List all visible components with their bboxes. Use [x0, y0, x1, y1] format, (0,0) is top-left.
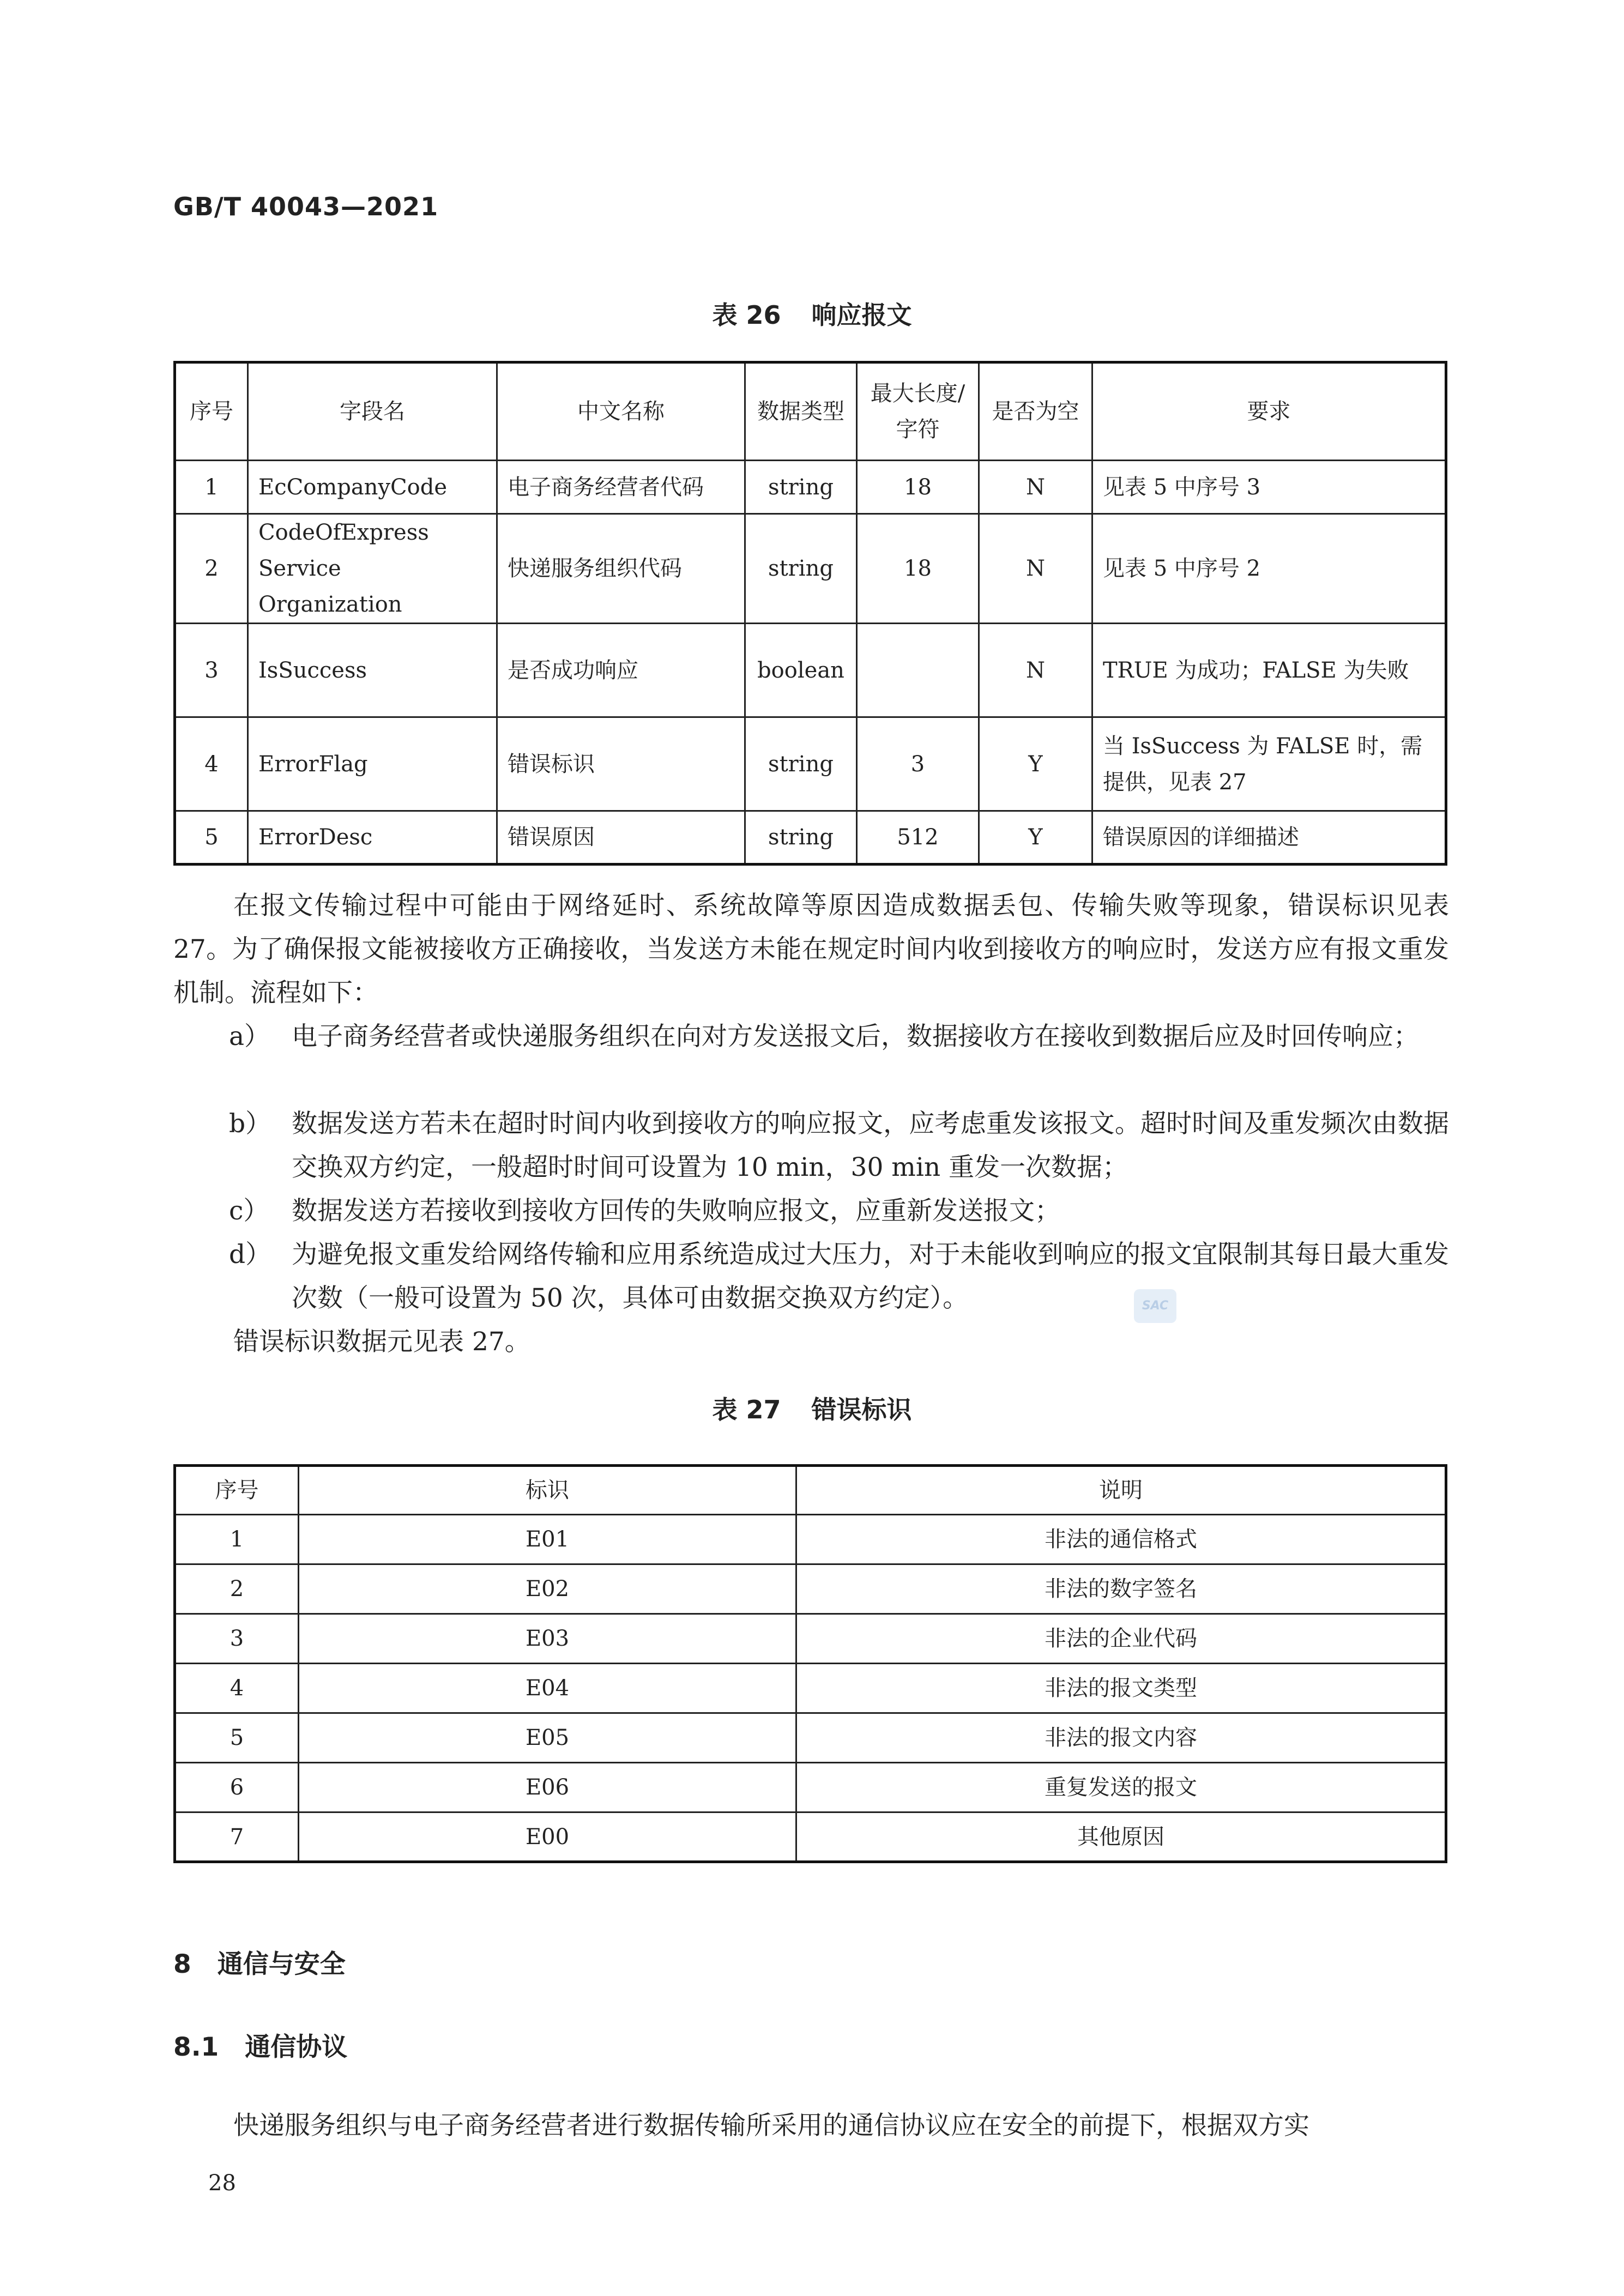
list-item	[229, 1189, 1449, 1233]
table-cell: 错误原因	[497, 811, 745, 865]
table-cell: 非法的通信格式	[796, 1515, 1446, 1564]
section-number: 8	[173, 1949, 191, 1979]
header-cell: 数据类型	[745, 362, 857, 461]
table-cell: 错误原因的详细描述	[1092, 811, 1446, 865]
list-marker: d）	[229, 1240, 271, 1270]
table-cell: 5	[175, 811, 248, 865]
header-cell: 中文名称	[497, 362, 745, 461]
table-cell: 是否成功响应	[497, 624, 745, 717]
table-cell: 512	[857, 811, 979, 865]
table-cell: N	[979, 514, 1092, 624]
table-header-row	[175, 1466, 1446, 1515]
table-cell: 4	[175, 717, 248, 811]
list-text: 数据发送方若接收到接收方回传的失败响应报文，应重新发送报文；	[292, 1196, 1060, 1226]
table-cell: 非法的数字签名	[796, 1564, 1446, 1614]
table-cell: 1	[175, 1515, 299, 1564]
table-cell: 非法的企业代码	[796, 1614, 1446, 1664]
table-cell: 重复发送的报文	[796, 1763, 1446, 1812]
table-27-caption-number: 表 27	[712, 1395, 781, 1424]
table-cell: Y	[979, 717, 1092, 811]
table-cell: 其他原因	[796, 1812, 1446, 1862]
sac-watermark-logo: SAC	[1134, 1289, 1176, 1323]
table-cell: N	[979, 461, 1092, 514]
table-cell: 错误标识	[497, 717, 745, 811]
table-cell: 2	[175, 1564, 299, 1614]
table-cell: 非法的报文类型	[796, 1664, 1446, 1713]
table-row	[175, 1812, 1446, 1862]
section-8-heading	[173, 1944, 346, 1980]
table-cell: 1	[175, 461, 248, 514]
table-cell: 电子商务经营者代码	[497, 461, 745, 514]
list-item	[229, 1102, 1449, 1189]
list-item	[229, 1233, 1449, 1320]
table-cell: Y	[979, 811, 1092, 865]
page-number: 28	[208, 2171, 236, 2196]
table-cell: ErrorDesc	[248, 811, 497, 865]
standard-code: GB/T 40043—2021	[173, 192, 439, 221]
table-cell: string	[745, 811, 857, 865]
list-item	[229, 1015, 1449, 1059]
table-27	[173, 1464, 1447, 1863]
table-row	[175, 624, 1446, 717]
table-cell: EcCompanyCode	[248, 461, 497, 514]
section-title: 通信协议	[245, 2032, 348, 2062]
table-cell: E02	[299, 1564, 796, 1614]
error-reference-paragraph: 错误标识数据元见表 27。	[233, 1327, 530, 1357]
table-cell: string	[745, 514, 857, 624]
table-row	[175, 461, 1446, 514]
table-row	[175, 717, 1446, 811]
table-26	[173, 361, 1447, 866]
table-cell: E05	[299, 1713, 796, 1763]
table-row	[175, 1564, 1446, 1614]
table-cell: E03	[299, 1614, 796, 1664]
header-cell: 说明	[796, 1466, 1446, 1515]
table-row	[175, 514, 1446, 624]
table-row	[175, 1664, 1446, 1713]
section-8-1-heading	[173, 2027, 347, 2063]
table-cell: 3	[857, 717, 979, 811]
table-cell: 非法的报文内容	[796, 1713, 1446, 1763]
table-cell: 3	[175, 624, 248, 717]
table-row	[175, 1713, 1446, 1763]
table-cell: 5	[175, 1713, 299, 1763]
table-cell: 4	[175, 1664, 299, 1713]
table-cell: 3	[175, 1614, 299, 1664]
header-cell: 标识	[299, 1466, 796, 1515]
list-marker: c）	[229, 1196, 269, 1226]
table-cell: N	[979, 624, 1092, 717]
table-cell: IsSuccess	[248, 624, 497, 717]
list-text: 为避免报文重发给网络传输和应用系统造成过大压力，对于未能收到响应的报文宜限制其每日最大重发次数（一般可设置为 50 次，具体可由数据交换双方约定）。	[292, 1240, 1449, 1313]
table-cell: 6	[175, 1763, 299, 1812]
table-26-caption-number: 表 26	[712, 300, 781, 330]
header-cell: 最大长度/字符	[857, 362, 979, 461]
list-marker: a）	[229, 1022, 270, 1052]
table-cell: 当 IsSuccess 为 FALSE 时，需提供，见表 27	[1092, 717, 1446, 811]
table-row	[175, 1763, 1446, 1812]
table-cell: ErrorFlag	[248, 717, 497, 811]
table-cell: E01	[299, 1515, 796, 1564]
header-cell: 序号	[175, 1466, 299, 1515]
table-cell: 快递服务组织代码	[497, 514, 745, 624]
table-cell: TRUE 为成功；FALSE 为失败	[1092, 624, 1446, 717]
table-header-row	[175, 362, 1446, 461]
table-cell: 见表 5 中序号 3	[1092, 461, 1446, 514]
table-cell	[857, 624, 979, 717]
table-row	[175, 1515, 1446, 1564]
table-cell: E04	[299, 1664, 796, 1713]
list-text: 电子商务经营者或快递服务组织在向对方发送报文后，数据接收方在接收到数据后应及时回传响应；	[292, 1022, 1419, 1052]
header-cell: 序号	[175, 362, 248, 461]
table-cell: 18	[857, 514, 979, 624]
table-cell: CodeOfExpress Service Organization	[248, 514, 497, 624]
intro-paragraph: 在报文传输过程中可能由于网络延时、系统故障等原因造成数据丢包、传输失败等现象，错误标识见表 27。为了确保报文能被接收方正确接收，当发送方未能在规定时间内收到接收方的响应时，发送方应有报文重发机制。流程如下：	[173, 891, 1449, 1008]
header-cell: 字段名	[248, 362, 497, 461]
section-number: 8.1	[173, 2032, 219, 2062]
table-cell: boolean	[745, 624, 857, 717]
table-26-caption	[0, 295, 1624, 331]
table-27-caption	[0, 1390, 1624, 1426]
section-8-1-paragraph: 快递服务组织与电子商务经营者进行数据传输所采用的通信协议应在安全的前提下，根据双方实	[233, 2111, 1309, 2141]
header-cell: 要求	[1092, 362, 1446, 461]
header-cell: 是否为空	[979, 362, 1092, 461]
table-cell: string	[745, 461, 857, 514]
table-cell: string	[745, 717, 857, 811]
list-text: 数据发送方若未在超时时间内收到接收方的响应报文，应考虑重发该报文。超时时间及重发频次由数据交换双方约定，一般超时时间可设置为 10 min，30 min 重发一次数据；	[292, 1109, 1449, 1182]
table-cell: 2	[175, 514, 248, 624]
table-cell: 18	[857, 461, 979, 514]
table-cell: E06	[299, 1763, 796, 1812]
table-cell: 见表 5 中序号 2	[1092, 514, 1446, 624]
table-cell: E00	[299, 1812, 796, 1862]
table-26-caption-title: 响应报文	[811, 300, 912, 330]
table-row	[175, 811, 1446, 865]
table-row	[175, 1614, 1446, 1664]
list-marker: b）	[229, 1109, 271, 1139]
table-27-caption-title: 错误标识	[811, 1395, 912, 1424]
table-cell: 7	[175, 1812, 299, 1862]
section-title: 通信与安全	[217, 1949, 346, 1979]
